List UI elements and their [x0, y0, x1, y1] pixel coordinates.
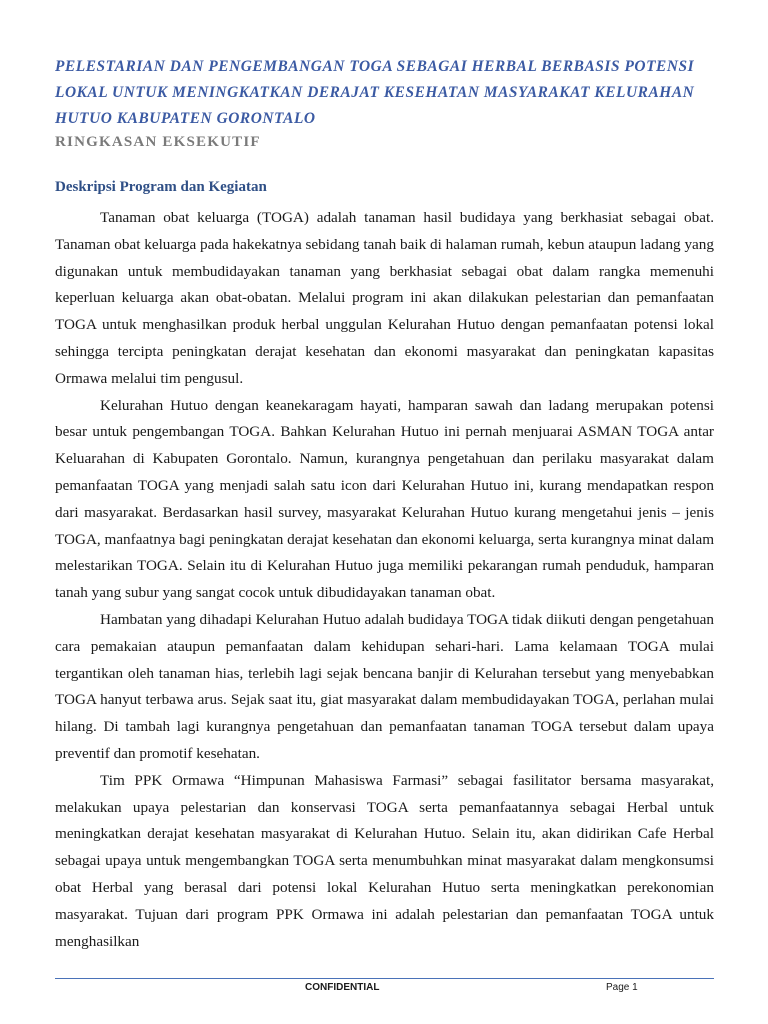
paragraph-3: Hambatan yang dihadapi Kelurahan Hutuo adalah budidaya TOGA tidak diikuti dengan pengetahuan cara pemakaian ataupun pemanfaatan dalam kehidupan sehari-hari. Lama kelamaan TOGA mulai tergantikan oleh tanaman hias, terlebih lagi sejak bencana banjir di Kelurahan tersebut yang menyebabkan TOGA hanyut terbawa arus. Sejak saat itu, giat masyarakat dalam membudidayakan TOGA, perlahan mulai hilang. Di tambah lagi kurangnya pengetahuan dan pemanfaatan tanaman TOGA tersebut dalam upaya preventif dan promotif kesehatan. — [55, 610, 714, 762]
footer-divider — [55, 978, 714, 979]
title-line-1: PELESTARIAN DAN PENGEMBANGAN TOGA SEBAGAI HERBAL BERBASIS POTENSI — [55, 58, 695, 75]
paragraph-1: Tanaman obat keluarga (TOGA) adalah tanaman hasil budidaya yang berkhasiat sebagai obat. Tanaman obat keluarga pada hakekatnya sebidang tanah baik di halaman rumah, kebun ataupun ladang yang digunakan untuk membudidayakan tanaman yang berkhasiat sebagai obat dalam rangka memenuhi keperluan keluarga akan obat-obatan. Melalui program ini akan dilakukan pelestarian dan pemanfaatan TOGA untuk menghasilkan produk herbal unggulan Kelurahan Hutuo dengan pemanfaatan potensi lokal sehingga tercipta peningkatan derajat kesehatan dan ekonomi masyarakat dan peningkatan kapasitas Ormawa melalui tim pengusul. — [55, 209, 714, 387]
section-heading: Deskripsi Program dan Kegiatan — [55, 179, 267, 195]
paragraph-4: Tim PPK Ormawa “Himpunan Mahasiswa Farmasi” sebagai fasilitator bersama masyarakat, melakukan upaya pelestarian dan konservasi TOGA serta pemanfaatannya sebagai Herbal untuk meningkatkan derajat kesehatan masyarakat di Kelurahan Hutuo. Selain itu, akan didirikan Cafe Herbal sebagai upaya untuk mengembangkan TOGA serta menumbuhkan minat masyarakat dalam mengkonsumsi obat Herbal yang berasal dari potensi lokal Kelurahan Hutuo serta meningkatkan perekonomian masyarakat. Tujuan dari program PPK Ormawa ini adalah pelestarian dan pemanfaatan TOGA untuk menghasilkan — [55, 771, 714, 950]
paragraph-2: Kelurahan Hutuo dengan keanekaragam hayati, hamparan sawah dan ladang merupakan potensi besar untuk pengembangan TOGA. Bahkan Kelurahan Hutuo ini pernah menjuarai ASMAN TOGA antar Keluarahan di Kabupaten Gorontalo. Namun, kurangnya pengetahuan dan perilaku masyarakat dalam pemanfaatan TOGA yang menjadi salah satu icon dari Kelurahan Hutuo ini, kurang mendapatkan respon dari masyarakat. Berdasarkan hasil survey, masyarakat Kelurahan Hutuo kurang mengetahui jenis – jenis TOGA, manfaatnya bagi peningkatan derajat kesehatan dan ekonomi keluarga, serta kurangnya minat dalam melestarikan TOGA. Selain itu di Kelurahan Hutuo juga memiliki pekarangan rumah penduduk, hamparan tanah yang subur yang sangat cocok untuk dibudidayakan tanaman obat. — [55, 396, 715, 602]
document-subtitle: RINGKASAN EKSEKUTIF — [55, 134, 261, 150]
footer-page-number: Page 1 — [606, 982, 638, 993]
document-title — [55, 54, 715, 132]
footer-confidential: CONFIDENTIAL — [305, 982, 380, 993]
body-text — [55, 205, 714, 955]
title-line-3: HUTUO KABUPATEN GORONTALO — [55, 110, 316, 127]
title-line-2: LOKAL UNTUK MENINGKATKAN DERAJAT KESEHATAN MASYARAKAT KELURAHAN — [55, 84, 695, 101]
